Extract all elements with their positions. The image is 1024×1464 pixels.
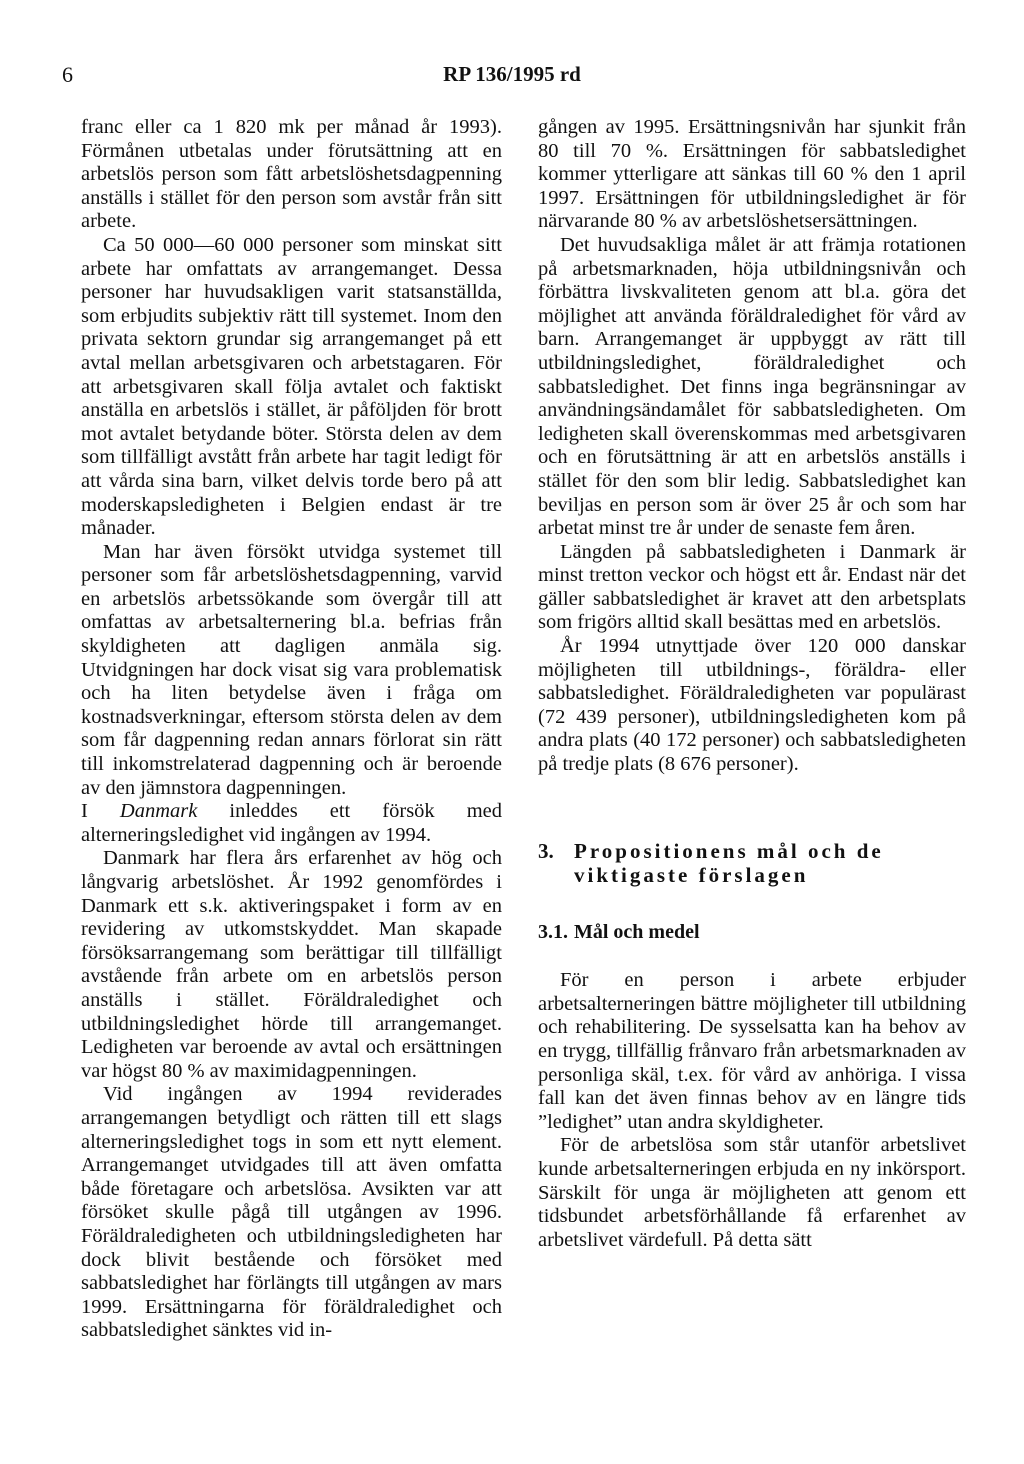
paragraph: Vid ingången av 1994 reviderades arrangemangen betydligt och rätten till ett slags alterneringsledighet togs in som ett nytt element. Arrangemanget utvidgades till att även omfatta både företagare och arbetslösa. Avsikten var att försöket skulle pågå till utgången av 1996. Föräldraledigheten och utbildningsledigheten har dock blivit bestående och försöket med sabbatsledighet har förlängts till utgången av mars 1999. Ersättningarna för föräldraledighet och sabbatsledighet sänktes vid in- <box>81 1083 502 1342</box>
paragraph: Längden på sabbatsledigheten i Danmark är minst tretton veckor och högst ett år. Endast när det gäller sabbatsledighet är kravet att den arbetsplats som frigörs alltid skall besättas med en arbetslös. <box>538 540 966 634</box>
subsection-heading <box>538 921 966 945</box>
paragraph: franc eller ca 1 820 mk per månad år 1993). Förmånen utbetalas under förutsättning att en arbetslös person som fått arbetslöshetsdagpenning anställs i stället för den person som avstår från sitt arbete. <box>81 116 502 233</box>
paragraph: Man har även försökt utvidga systemet till personer som får arbetslöshetsdagpenning, varvid en arbetslös arbetssökande som övergår till att omfattas av arbetsalternering bl.a. befrias från skyldigheten att dagligen anmäla sig. Utvidgningen har dock visat sig vara problematisk och ha liten betydelse även i fråga om kostnadsverkningar, eftersom största delen av dem som får dagpenning redan annars förlorat sin rätt till inkomstrelaterad dagpenning och är beroende av den jämnstora dagpenningen. <box>81 540 502 799</box>
paragraph: För de arbetslösa som står utanför arbetslivet kunde arbetsalterneringen erbjuda en ny inkörsport. Särskilt för unga är möjligheten att genom ett tidsbundet arbetsförhållande få erfarenhet av arbetslivet värdefull. På detta sätt <box>538 1134 966 1251</box>
section-heading <box>538 839 966 887</box>
right-column <box>538 116 966 1252</box>
section-number: 3. <box>538 838 554 863</box>
paragraph: För en person i arbete erbjuder arbetsalterneringen bättre möjligheter till utbildning och rehabilitering. De sysselsatta kan ha behov av en trygg, tillfällig frånvaro från arbetsmarknaden av personliga skäl, t.ex. för vård av anhöriga. I vissa fall kan det även finnas behov av en längre tids ”ledighet” utan andra skyldigheter. <box>538 969 966 1133</box>
paragraph: Det huvudsakliga målet är att främja rotationen på arbetsmarknaden, höja utbildningsnivån och förbättra livskvaliteten genom att bl.a. göra det möjlighet att använda föräldraledighet för vård av barn. Arrangemanget är uppbyggt av rätt till utbildningsledighet, föräldraledighet och sabbatsledighet. Det finns inga begränsningar av användningsändamålet för sabbatsledigheten. Om ledigheten skall överenskommas med arbetsgivaren och en förutsättning är att en arbetslös anställs i stället för den som blir ledig. Sabbatsledighet kan beviljas en person som är över 25 år och som har arbetat minst tre år under de senaste fem åren. <box>538 233 966 540</box>
paragraph: År 1994 utnyttjade över 120 000 danskar möjligheten till utbildnings-, föräldra- eller sabbatsledighet. Föräldraledigheten var populärast (72 439 personer), utbildningsledigheten kom på andra plats (40 172 personer) och sabbatsledigheten på tredje plats (8 676 personer). <box>538 635 966 776</box>
country-name-italic: Danmark <box>119 800 198 823</box>
running-head: RP 136/1995 rd <box>443 62 581 86</box>
paragraph-danmark-intro <box>81 800 502 847</box>
left-column <box>81 116 502 1343</box>
text-span: I <box>81 800 120 823</box>
paragraph: Danmark har flera års erfarenhet av hög och långvarig arbetslöshet. År 1992 genomfördes i Danmark ett s.k. aktiveringspaket i form av en revidering av utkomstskyddet. Man skapade försöksarrangemang som berättigar till tillfälligt avstående från arbete om en arbetslös person anställs i stället. Föräldraledighet och utbildningsledighet hörde till arrangemanget. Ledigheten var beroende av avtal och ersättningen var högst 80 % av maximidagpenningen. <box>81 847 502 1082</box>
page-number: 6 <box>62 62 73 87</box>
section-title-line1: Propositionens mål och de <box>574 838 884 863</box>
text-span: inleddes ett försök med alterneringsledighet vid ingången av 1994. <box>81 800 503 846</box>
subsection-title: Mål och medel <box>574 920 700 943</box>
subsection-number: 3.1. <box>538 920 568 943</box>
paragraph: Ca 50 000—60 000 personer som minskat sitt arbete har omfattats av arrangemanget. Dessa personer har huvudsakligen varit statsanställda, som erbjudits subjektiv rätt till systemet. Inom den privata sektorn grundar sig arrangemanget på ett avtal mellan arbetsgivaren och arbetstagaren. För att arbetsgivaren skall följa avtalet och faktiskt anställa en arbetslös i stället, är påföljden för brott mot avtalet betydande böter. Största delen av dem som tillfälligt avstått från arbete har tagit ledigt för att vårda sina barn, vilket delvis torde bero på att moderskapsledigheten i Belgien endast är tre månader. <box>81 233 502 540</box>
paragraph: gången av 1995. Ersättningsnivån har sjunkit från 80 till 70 %. Ersättningen för sabbatsledighet kommer ytterligare att sänkas till 60 % den 1 april 1997. Ersättningen för utbildningsledighet är för närvarande 80 % av arbetslöshetsersättningen. <box>538 116 966 233</box>
section-title-line2: viktigaste förslagen <box>574 862 809 887</box>
